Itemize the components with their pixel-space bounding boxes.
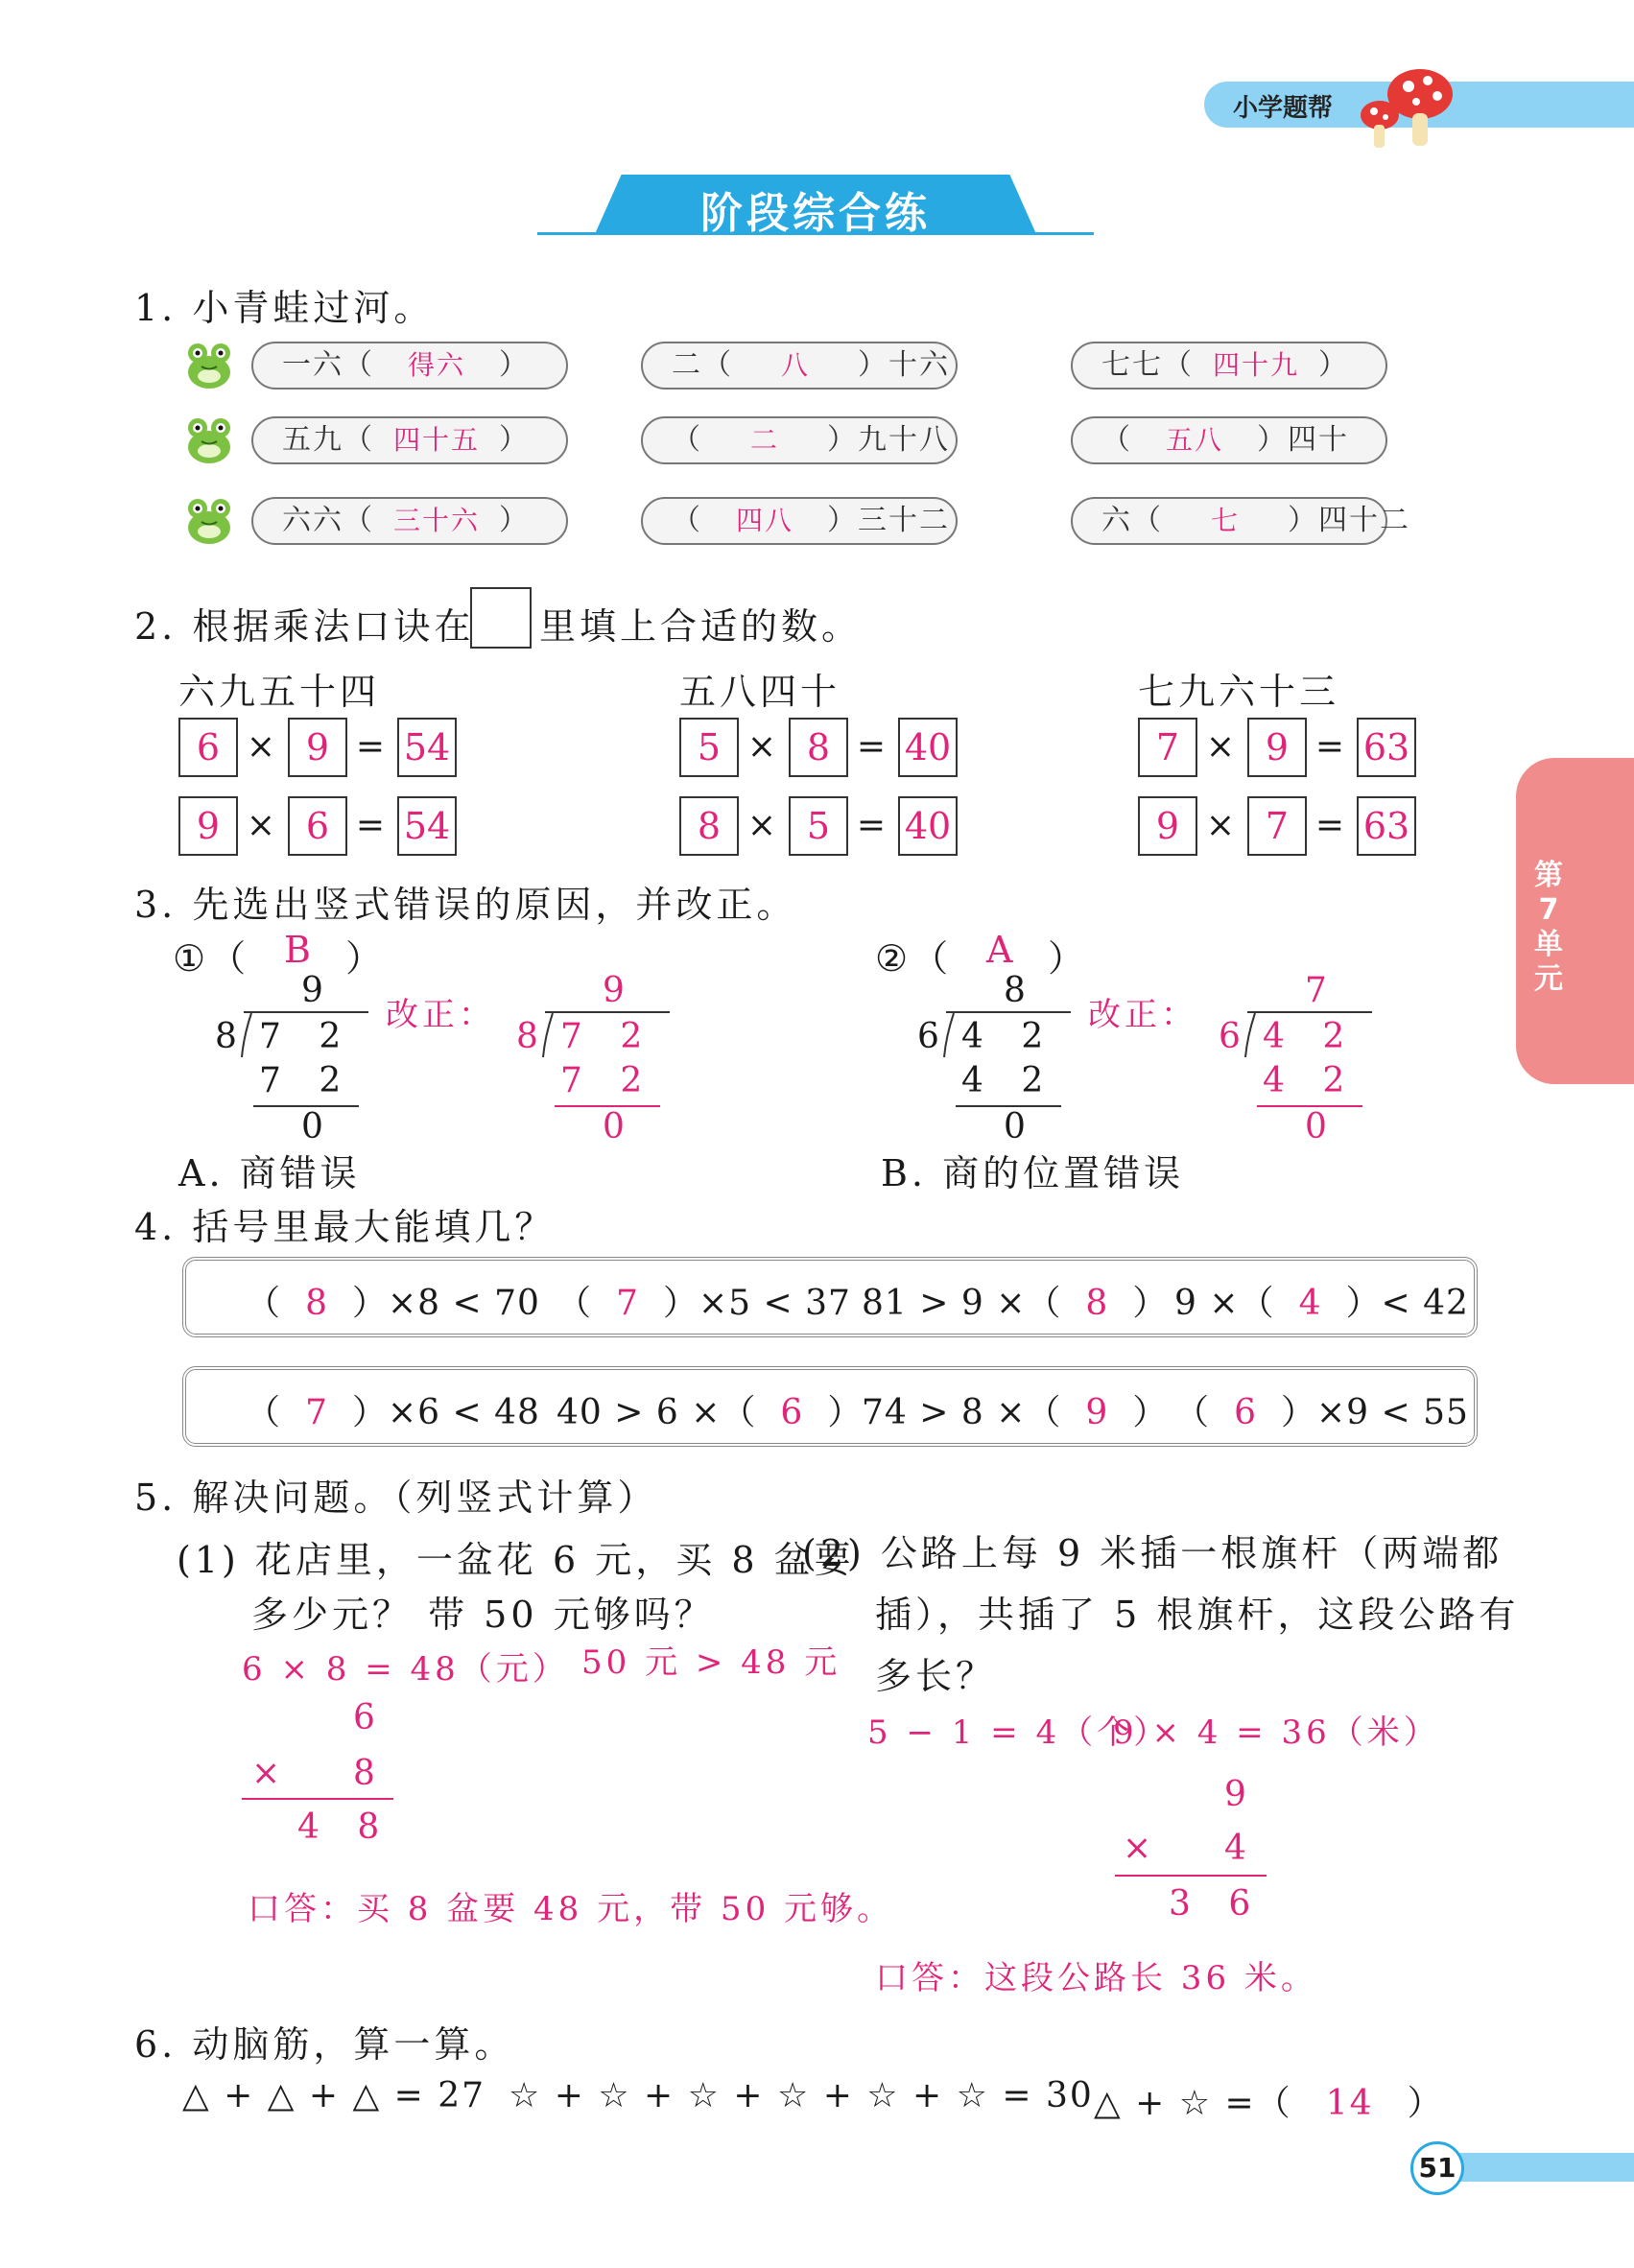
cloud-item [1071, 342, 1387, 390]
q5-p1-vertical-times: × [251, 1754, 295, 1793]
q4-text-left: （ [1174, 1393, 1211, 1432]
cloud-answer: 七 [1210, 505, 1240, 536]
equals-sign: = [1314, 727, 1345, 767]
q2-box-factor1[interactable]: 5 [679, 718, 739, 777]
page-number: 51 [1410, 2141, 1464, 2195]
equals-sign: = [1314, 806, 1345, 845]
q3-wrong-dividend: 4 2 [961, 1017, 1057, 1056]
q3-item-close: ） [1048, 937, 1089, 980]
q3-fix-remainder: 0 [603, 1107, 638, 1146]
q1-label: 1. 小青蛙过河。 [134, 287, 435, 329]
q2-box-product[interactable]: 63 [1357, 796, 1416, 856]
cloud-text-post: ）四十 [1257, 423, 1349, 457]
q2-box-factor1[interactable]: 6 [178, 718, 238, 777]
cloud-text-post: ）九十八 [827, 423, 950, 457]
q3-option: B. 商的位置错误 [881, 1152, 1185, 1194]
q2-box-factor2[interactable]: 9 [288, 718, 347, 777]
cloud-text-pre: 五九（ [282, 423, 374, 457]
q3-choice-answer: A [986, 929, 1017, 971]
cloud-answer: 八 [780, 349, 810, 381]
cloud-text-post: ）十六 [858, 348, 950, 382]
q3-fix-quotient: 9 [603, 971, 638, 1010]
q3-wrong-quotient: 8 [1004, 971, 1039, 1010]
q6-label: 6. 动脑筋，算一算。 [134, 2023, 515, 2066]
cloud-text-pre: 六六（ [282, 504, 374, 537]
q4-text-left: 81 > 9 ×（ [862, 1284, 1062, 1323]
q4-inequality [862, 1276, 1168, 1325]
equals-sign: = [856, 806, 887, 845]
q4-answer: 8 [1085, 1284, 1109, 1323]
q2-box-factor2[interactable]: 8 [789, 718, 848, 777]
cloud-answer: 五八 [1165, 424, 1223, 456]
unit-side-label: 第7单元 [1534, 859, 1563, 996]
q5-p2-line3: 多长？ [875, 1655, 997, 1697]
q4-answer: 9 [1085, 1393, 1109, 1432]
q5-p2-equation2: 9 × 4 = 36（米） [1113, 1713, 1440, 1752]
cloud-answer: 四十五 [392, 424, 480, 456]
cloud-item [641, 497, 958, 545]
q2-rhyme: 六九五十四 [178, 671, 381, 713]
q3-item-close: ） [345, 937, 387, 980]
q2-box-factor1[interactable]: 9 [178, 796, 238, 856]
cloud-text-post: ） [1318, 348, 1349, 382]
q2-empty-box [470, 587, 532, 649]
q4-inequality [1174, 1276, 1469, 1325]
q4-inequality [557, 1385, 863, 1434]
q2-box-product[interactable]: 54 [397, 718, 457, 777]
q4-text-right: ）×5 < 37 [663, 1284, 851, 1323]
q3-wrong-quotient: 9 [301, 971, 337, 1010]
q5-label: 5. 解决问题。（列竖式计算） [134, 1477, 658, 1519]
times-sign: × [746, 727, 777, 767]
q3-fix-dividend: 4 2 [1263, 1017, 1359, 1056]
q5-p2-vertical-result: 3 6 [1169, 1884, 1265, 1924]
q4-text-right: ） [1132, 1284, 1169, 1323]
cloud-text-pre: （ [1101, 423, 1132, 457]
cloud-text-pre: （ [672, 423, 702, 457]
cloud-text-pre: 二（ [672, 348, 733, 382]
frog-icon [180, 411, 238, 468]
q4-answer: 8 [305, 1284, 328, 1323]
cloud-answer: 四十九 [1212, 349, 1299, 381]
q3-fix-subtrahend: 4 2 [1263, 1061, 1359, 1100]
cloud-answer: 四八 [735, 505, 793, 536]
q6-equation3-pre: △ + ☆ =（ [1094, 2084, 1292, 2123]
cloud-item [1071, 497, 1410, 545]
times-sign: × [746, 806, 777, 845]
q6-equation2: ☆ + ☆ + ☆ + ☆ + ☆ + ☆ = 30 [509, 2076, 1094, 2115]
q3-item-number: ①（ [173, 937, 250, 980]
q2-label-post: 里填上合适的数。 [539, 605, 863, 648]
cloud-text-pre: （ [672, 504, 702, 537]
q2-box-factor2[interactable]: 6 [288, 796, 347, 856]
q6-equation3-post: ） [1407, 2084, 1444, 2123]
q3-fix-remainder: 0 [1305, 1107, 1340, 1146]
q4-text-left: 74 > 8 ×（ [862, 1393, 1062, 1432]
q5-p1-equation: 6 × 8 = 48（元） [242, 1650, 569, 1689]
q4-inequality [862, 1385, 1168, 1434]
brand-label: 小学题帮 [1233, 94, 1334, 123]
cloud-item [1071, 416, 1387, 464]
q4-text-right: ） [827, 1393, 864, 1432]
q2-label-pre: 2. 根据乘法口诀在 [134, 605, 475, 648]
q2-rhyme: 五八四十 [679, 671, 841, 713]
q5-p2-line1: (2) 公路上每 9 米插一根旗杆（两端都 [802, 1532, 1504, 1574]
q4-text-right: ）×8 < 70 [352, 1284, 540, 1323]
q3-correct-label: 改正： [386, 996, 495, 1034]
q5-p2-vertical-times: × [1123, 1829, 1166, 1868]
q2-box-factor1[interactable]: 9 [1138, 796, 1197, 856]
q3-wrong-divisor: 8 [215, 1017, 250, 1056]
q6-answer: 14 [1325, 2084, 1374, 2123]
q4-label: 4. 括号里最大能填几？ [134, 1206, 556, 1248]
cloud-text-pre: 六（ [1101, 504, 1163, 537]
q2-box-factor1[interactable]: 8 [679, 796, 739, 856]
q5-p1-vertical-bottom: 8 [353, 1754, 389, 1793]
q5-p2-answer: 口答：这段公路长 36 米。 [875, 1959, 1317, 1997]
q3-wrong-subtrahend: 4 2 [961, 1061, 1057, 1100]
q2-box-factor2[interactable]: 9 [1247, 718, 1307, 777]
cloud-text-pre: 七七（ [1101, 348, 1194, 382]
q2-box-product[interactable]: 40 [898, 796, 958, 856]
q2-box-factor1[interactable]: 7 [1138, 718, 1197, 777]
mushroom-icon [1353, 58, 1458, 154]
q4-text-right: ）×6 < 48 [352, 1393, 540, 1432]
q4-answer: 6 [780, 1393, 804, 1432]
q5-p2-line2: 插），共插了 5 根旗杆，这段公路有 [875, 1594, 1520, 1636]
times-sign: × [1205, 806, 1236, 845]
q3-choice-answer: B [284, 929, 315, 971]
q4-answer: 7 [616, 1284, 639, 1323]
q5-p2-vertical-bottom: 4 [1224, 1829, 1260, 1868]
footer-bar [1458, 2153, 1634, 2182]
cloud-item [251, 342, 568, 390]
cloud-answer: 三十六 [392, 505, 480, 536]
q3-wrong-remainder: 0 [301, 1107, 337, 1146]
equals-sign: = [355, 727, 386, 767]
q3-fix-divisor: 6 [1219, 1017, 1254, 1056]
frog-icon [180, 336, 238, 393]
cloud-item [251, 497, 568, 545]
cloud-text-post: ） [499, 348, 530, 382]
q4-inequality [246, 1276, 540, 1325]
q5-p1-vertical-top: 6 [353, 1698, 389, 1737]
q4-text-left: 40 > 6 ×（ [557, 1393, 757, 1432]
q4-text-left: （ [246, 1284, 282, 1323]
q3-wrong-subtrahend: 7 2 [259, 1061, 355, 1100]
q5-p2-vertical-top: 9 [1224, 1775, 1260, 1814]
q2-box-product[interactable]: 40 [898, 718, 958, 777]
times-sign: × [246, 806, 276, 845]
q4-text-right: ） [1132, 1393, 1169, 1432]
times-sign: × [246, 727, 276, 767]
q2-box-factor2[interactable]: 7 [1247, 796, 1307, 856]
cloud-item [641, 416, 958, 464]
equals-sign: = [355, 806, 386, 845]
frog-icon [180, 491, 238, 549]
cloud-text-post: ） [499, 423, 530, 457]
cloud-answer: 得六 [407, 349, 465, 381]
cloud-answer: 二 [749, 424, 779, 456]
q4-text-left: （ [246, 1393, 282, 1432]
q5-p1-answer: 口答：买 8 盆要 48 元，带 50 元够。 [248, 1890, 894, 1928]
q4-answer: 6 [1234, 1393, 1257, 1432]
q5-p1-compare: 50 元 > 48 元 [581, 1643, 841, 1682]
q2-box-factor2[interactable]: 5 [789, 796, 848, 856]
q4-answer: 4 [1298, 1284, 1322, 1323]
q4-inequality [557, 1276, 851, 1325]
q6-equation3 [1094, 2076, 1444, 2125]
q5-p1-vertical-line [242, 1798, 393, 1800]
q5-p1-vertical-result: 4 8 [297, 1807, 393, 1847]
q3-option: A. 商错误 [178, 1152, 361, 1194]
q3-fix-dividend: 7 2 [560, 1017, 656, 1056]
q4-text-left: 9 ×（ [1174, 1284, 1275, 1323]
q4-inequality [246, 1385, 540, 1434]
q2-box-product[interactable]: 63 [1357, 718, 1416, 777]
q3-fix-subtrahend: 7 2 [560, 1061, 656, 1100]
q4-inequality [1174, 1385, 1469, 1434]
q3-wrong-dividend: 7 2 [259, 1017, 355, 1056]
page-title: 阶段综合练 [700, 189, 931, 238]
times-sign: × [1205, 727, 1236, 767]
cloud-item [641, 342, 958, 390]
q3-wrong-remainder: 0 [1004, 1107, 1039, 1146]
q4-answer: 7 [305, 1393, 328, 1432]
q4-text-right: ）×9 < 55 [1281, 1393, 1469, 1432]
q3-fix-quotient: 7 [1305, 971, 1340, 1010]
equals-sign: = [856, 727, 887, 767]
q3-item-number: ②（ [875, 937, 953, 980]
q4-text-right: ）< 42 [1345, 1284, 1469, 1323]
q6-equation1: △ + △ + △ = 27 [182, 2076, 486, 2115]
q5-p2-equation1: 5 − 1 = 4（个） [867, 1713, 1171, 1752]
q2-rhyme: 七九六十三 [1138, 671, 1340, 713]
q4-text-left: （ [557, 1284, 593, 1323]
cloud-item [251, 416, 568, 464]
cloud-text-post: ）三十二 [827, 504, 950, 537]
cloud-text-pre: 一六（ [282, 348, 374, 382]
q5-p2-vertical-line [1115, 1875, 1267, 1877]
cloud-text-post: ）四十二 [1288, 504, 1410, 537]
q3-label: 3. 先选出竖式错误的原因，并改正。 [134, 884, 797, 926]
q3-wrong-divisor: 6 [917, 1017, 953, 1056]
cloud-text-post: ） [499, 504, 530, 537]
q3-correct-label: 改正： [1088, 996, 1197, 1034]
q2-box-product[interactable]: 54 [397, 796, 457, 856]
q5-p1-line2: 多少元？ 带 50 元够吗？ [251, 1594, 715, 1636]
q3-fix-divisor: 8 [516, 1017, 552, 1056]
q5-p1-line1: (1) 花店里，一盆花 6 元，买 8 盆要 [177, 1539, 855, 1581]
